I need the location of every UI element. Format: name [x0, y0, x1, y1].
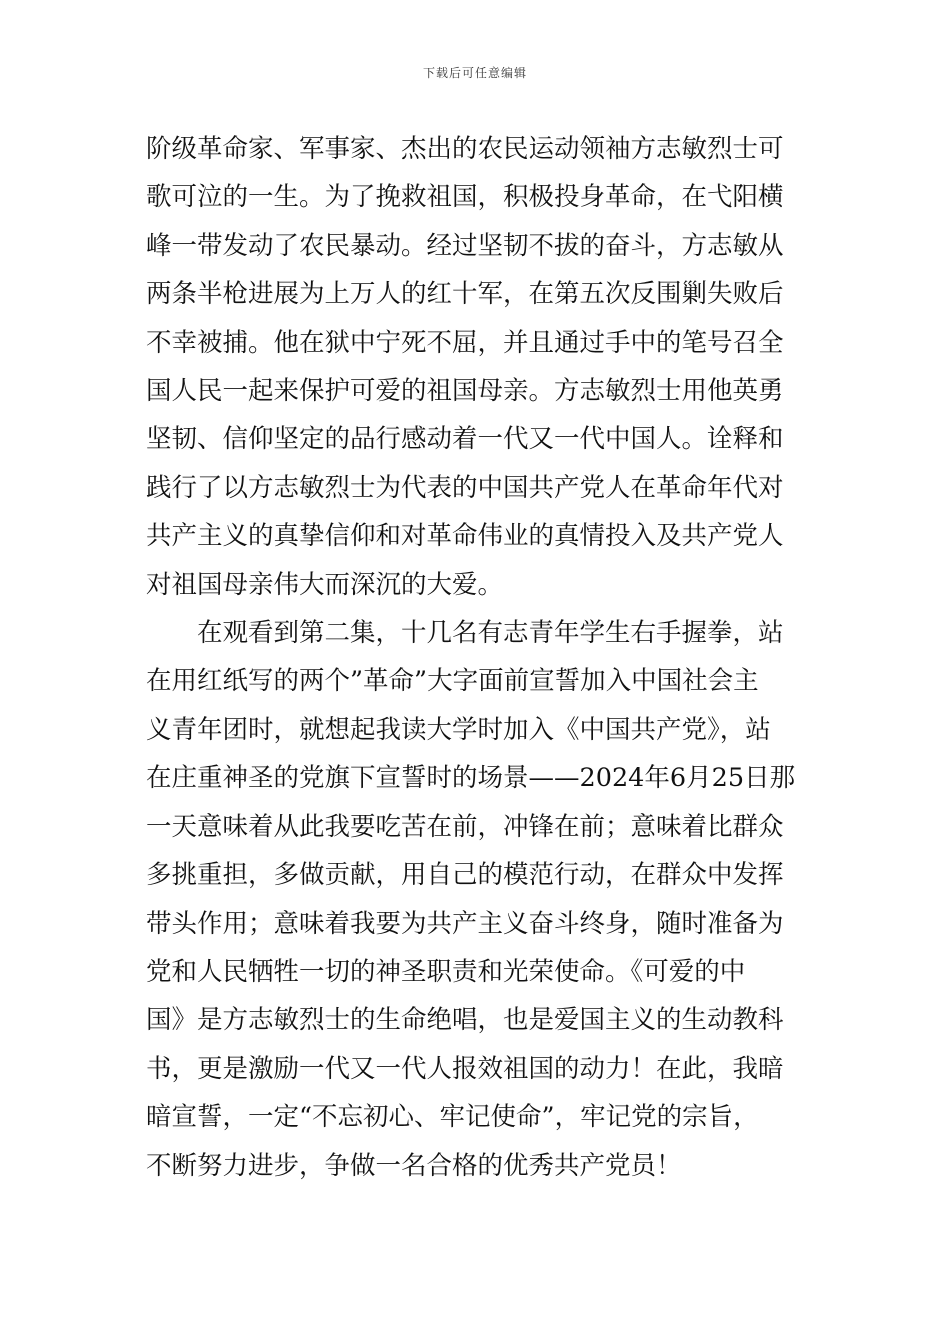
text-line: 国》是方志敏烈士的生命绝唱，也是爱国主义的生动教科 — [146, 1005, 784, 1036]
text-line: 一天意味着从此我要吃苦在前，冲锋在前；意味着比群众 — [146, 811, 784, 842]
document-body — [146, 125, 814, 1190]
text-line: 两条半枪进展为上万人的红十军，在第五次反围剿失败后 — [146, 279, 784, 310]
text-line: 书，更是激励一代又一代人报效祖国的动力！在此，我暗 — [146, 1053, 784, 1084]
text-line: 峰一带发动了农民暴动。经过坚韧不拔的奋斗，方志敏从 — [146, 230, 784, 261]
text-line: 在观看到第二集，十几名有志青年学生右手握拳，站 — [197, 618, 784, 649]
text-line: 不幸被捕。他在狱中宁死不屈，并且通过手中的笔号召全 — [146, 327, 784, 358]
page-header-note: 下载后可任意编辑 — [422, 66, 527, 80]
text-line: 对祖国母亲伟大而深沉的大爱。 — [146, 569, 504, 600]
text-line: 共产主义的真挚信仰和对革命伟业的真情投入及共产党人 — [146, 521, 784, 552]
text-line: 坚韧、信仰坚定的品行感动着一代又一代中国人。诠释和 — [146, 424, 784, 455]
paragraph-1 — [146, 125, 814, 609]
text-line: 践行了以方志敏烈士为代表的中国共产党人在革命年代对 — [146, 472, 784, 503]
paragraph-2 — [146, 609, 814, 1190]
text-line: 暗宣誓，一定“不忘初心、牢记使命”，牢记党的宗旨， — [146, 1102, 759, 1133]
text-line: 多挑重担，多做贡献，用自己的模范行动，在群众中发挥 — [146, 860, 784, 891]
text-line: 在用红纸写的两个”革命”大字面前宣誓加入中国社会主 — [146, 666, 759, 697]
text-line: 党和人民牺牲一切的神圣职责和光荣使命。《可爱的中 — [146, 956, 746, 987]
text-line: 歌可泣的一生。为了挽救祖国，积极投身革命，在弋阳横 — [146, 182, 784, 213]
text-line: 在庄重神圣的党旗下宣誓时的场景——2024年6月25日那 — [146, 763, 796, 794]
text-line: 带头作用；意味着我要为共产主义奋斗终身，随时准备为 — [146, 908, 784, 939]
text-line: 不断努力进步，争做一名合格的优秀共产党员！ — [146, 1150, 682, 1181]
text-line: 义青年团时，就想起我读大学时加入《中国共产党》，站 — [146, 714, 771, 745]
text-line: 国人民一起来保护可爱的祖国母亲。方志敏烈士用他英勇 — [146, 376, 784, 407]
text-line: 阶级革命家、军事家、杰出的农民运动领袖方志敏烈士可 — [146, 134, 784, 164]
